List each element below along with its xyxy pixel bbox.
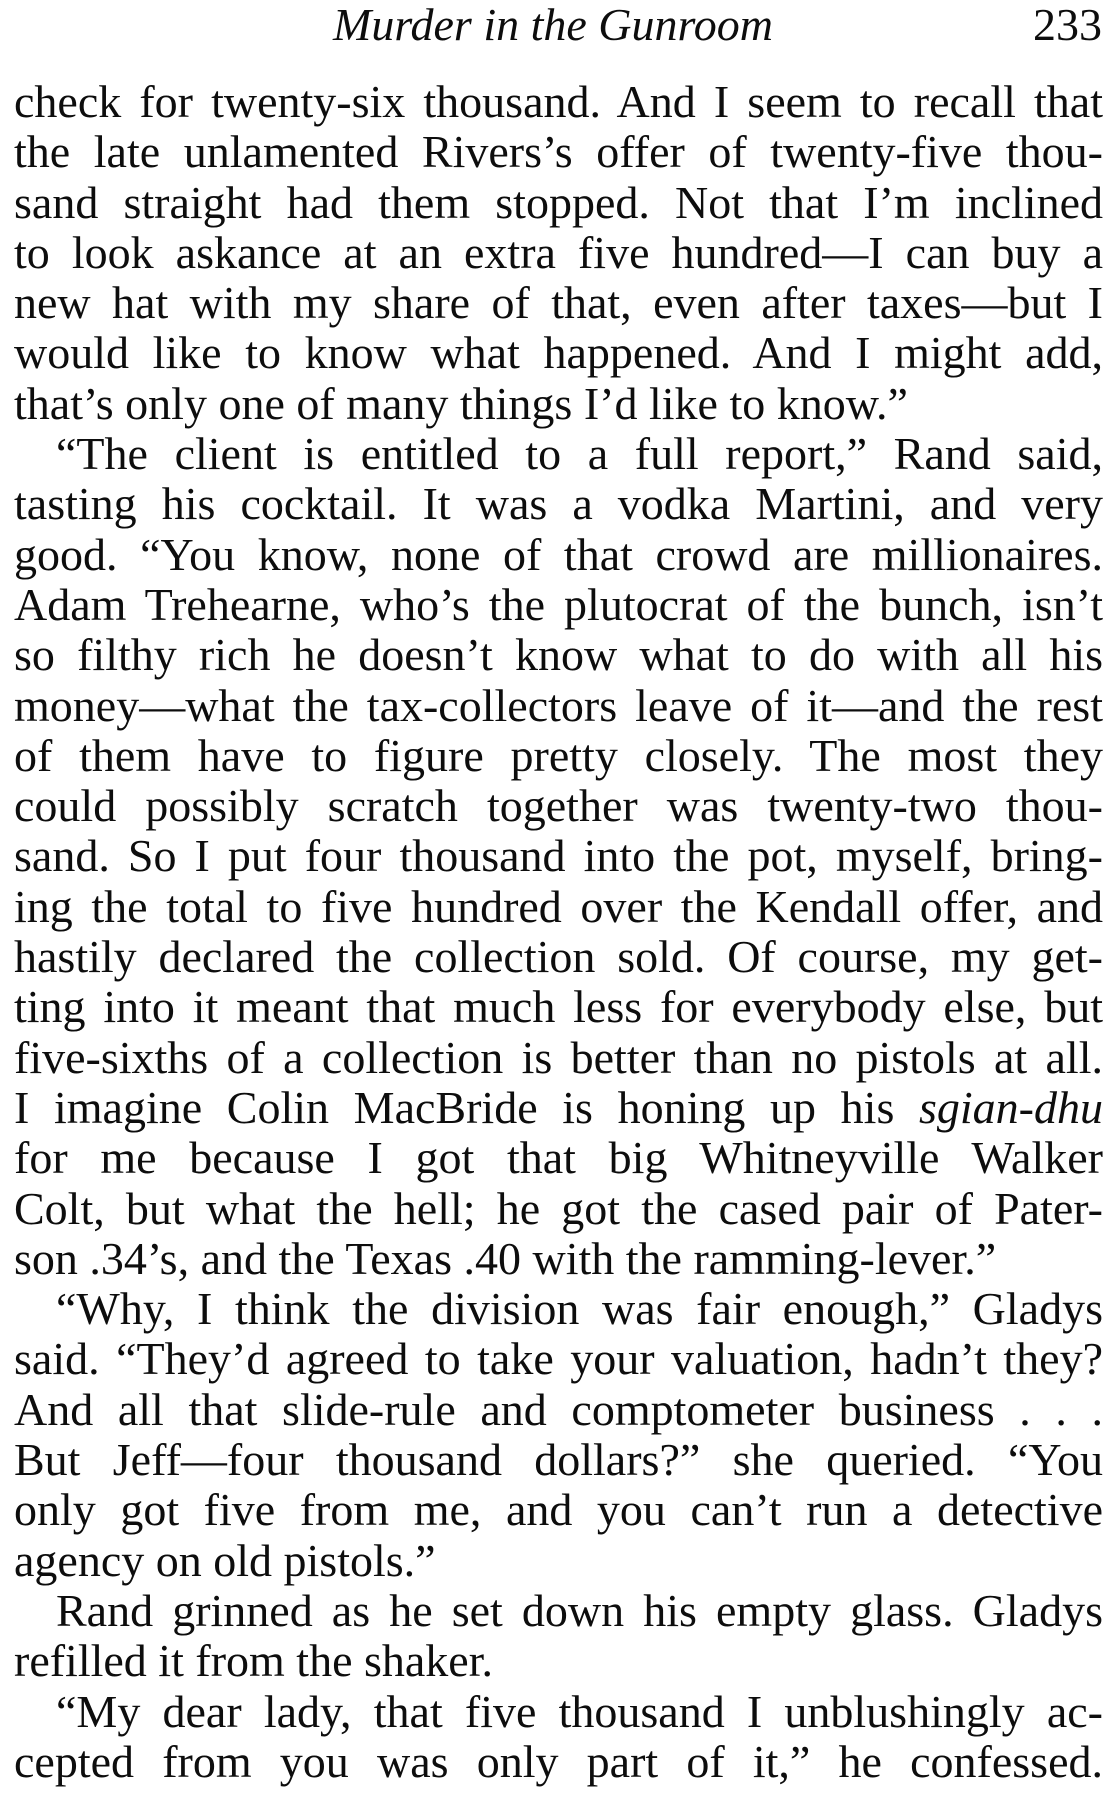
- italic-term: sgian-dhu: [919, 1081, 1103, 1133]
- text-line: would like to know what happened. And I might add,: [14, 327, 1103, 379]
- text-line: refilled it from the shaker.: [14, 1635, 494, 1687]
- text-line: the late unlamented Rivers’s offer of twenty-five thou-: [14, 126, 1103, 178]
- text-line: “Why, I think the division was fair enough,” Gladys: [56, 1283, 1103, 1335]
- text-segment: I imagine Colin MacBride is honing up his: [14, 1081, 919, 1133]
- body-text: [14, 77, 1103, 1787]
- text-line: check for twenty-six thousand. And I seem to recall that: [14, 76, 1103, 127]
- paragraph: [14, 429, 1103, 1284]
- text-line: agency on old pistols.”: [14, 1534, 436, 1586]
- text-line: sand straight had them stopped. Not that I’m inclined: [14, 176, 1103, 228]
- text-line: hastily declared the collection sold. Of course, my get-: [14, 931, 1103, 983]
- text-line: sand. So I put four thousand into the pot, myself, bring-: [14, 830, 1103, 882]
- running-title: Murder in the Gunroom: [333, 0, 773, 50]
- text-line: And all that slide-rule and comptometer business . . .: [14, 1383, 1103, 1435]
- text-line: so filthy rich he doesn’t know what to do with all his: [14, 629, 1103, 681]
- text-line: ing the total to five hundred over the Kendall offer, and: [14, 880, 1103, 932]
- text-line: that’s only one of many things I’d like to know.”: [14, 377, 908, 429]
- text-line: could possibly scratch together was twenty-two thou-: [14, 780, 1103, 832]
- text-line: said. “They’d agreed to take your valuation, hadn’t they?: [14, 1333, 1103, 1385]
- text-line: new hat with my share of that, even after taxes—but I: [14, 277, 1103, 329]
- text-line: five-sixths of a collection is better than no pistols at all.: [14, 1031, 1103, 1083]
- paragraph: [14, 1284, 1103, 1586]
- text-line: ting into it meant that much less for everybody else, but: [14, 981, 1103, 1033]
- text-line: only got five from me, and you can’t run a detective: [14, 1484, 1103, 1536]
- running-head: [0, 0, 1118, 52]
- paragraph: [14, 77, 1103, 429]
- text-line: “My dear lady, that five thousand I unblushingly ac-: [56, 1685, 1103, 1737]
- text-line: tasting his cocktail. It was a vodka Martini, and very: [14, 478, 1103, 530]
- page-number: 233: [1033, 0, 1102, 50]
- text-line: cepted from you was only part of it,” he confessed.: [14, 1735, 1103, 1787]
- paragraph: [14, 1586, 1103, 1687]
- text-line: good. “You know, none of that crowd are millionaires.: [14, 528, 1103, 580]
- text-line: [14, 1083, 1103, 1133]
- text-line: son .34’s, and the Texas .40 with the ramming-lever.”: [14, 1232, 997, 1284]
- paragraph: [14, 1687, 1103, 1788]
- text-line: money—what the tax-collectors leave of it—and the rest: [14, 679, 1103, 731]
- text-line: But Jeff—four thousand dollars?” she queried. “You: [14, 1434, 1103, 1486]
- text-line: for me because I got that big Whitneyville Walker: [14, 1132, 1103, 1184]
- text-line: “The client is entitled to a full report,” Rand said,: [56, 428, 1103, 480]
- text-line: Rand grinned as he set down his empty glass. Gladys: [56, 1584, 1103, 1636]
- text-line: of them have to figure pretty closely. The most they: [14, 729, 1103, 781]
- text-line: Colt, but what the hell; he got the cased pair of Pater-: [14, 1182, 1103, 1234]
- text-line: to look askance at an extra five hundred—I can buy a: [14, 226, 1103, 278]
- text-line: Adam Trehearne, who’s the plutocrat of the bunch, isn’t: [14, 578, 1103, 630]
